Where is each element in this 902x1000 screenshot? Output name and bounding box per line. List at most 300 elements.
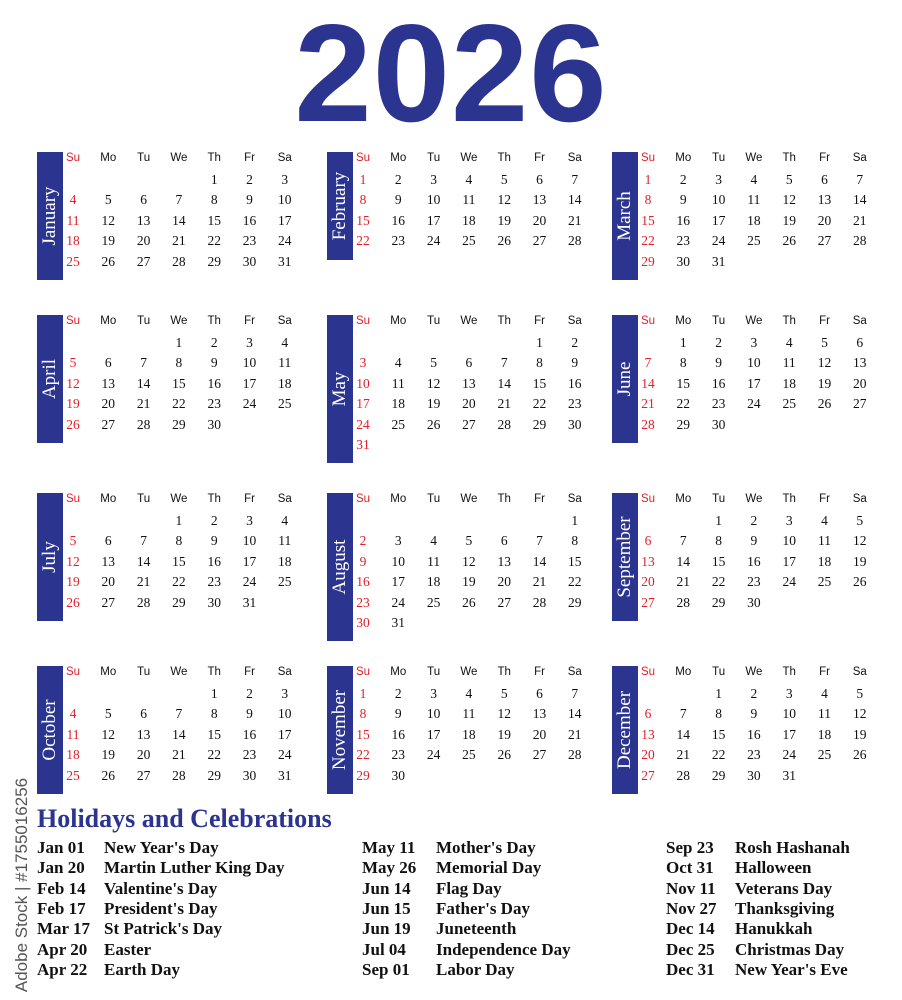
day-cell: 28	[568, 233, 582, 249]
day-cell: 1	[210, 686, 218, 701]
day-cell: 31	[391, 615, 406, 630]
day-cell: 25	[66, 767, 80, 783]
holiday-name: Memorial Day	[436, 858, 542, 878]
day-cell: 19	[853, 553, 867, 569]
year-title: 2026	[294, 0, 608, 151]
day-cell: 26	[782, 233, 796, 249]
holiday-date: Dec 31	[666, 959, 715, 979]
day-cell: 17	[356, 396, 370, 412]
weekday-header: Mo	[390, 666, 407, 678]
day-cell: 23	[711, 396, 726, 412]
holiday-date: Nov 11	[666, 878, 716, 898]
day-cell: 8	[210, 706, 218, 722]
weekday-header: Tu	[712, 152, 726, 164]
day-cell: 6	[140, 706, 147, 722]
day-cell: 15	[711, 553, 726, 569]
day-cell: 17	[391, 574, 406, 590]
weekday-header: Mo	[675, 152, 692, 164]
day-cell: 15	[356, 726, 370, 742]
day-cell: 9	[750, 706, 758, 722]
weekday-header: Sa	[567, 152, 582, 164]
day-cell: 9	[210, 355, 218, 371]
day-cell: 4	[821, 513, 828, 528]
month-name: April	[39, 358, 60, 400]
day-cell: 19	[853, 726, 867, 742]
weekday-header: Sa	[567, 666, 582, 678]
weekday-header: Mo	[390, 493, 407, 505]
weekday-header: Tu	[137, 152, 151, 164]
holiday-date: Jan 01	[37, 838, 85, 857]
day-cell: 10	[242, 355, 257, 371]
day-cell: 16	[711, 375, 726, 391]
day-cell: 21	[532, 574, 547, 590]
day-cell: 16	[242, 726, 257, 742]
day-cell: 24	[426, 233, 441, 249]
day-cell: 24	[782, 747, 796, 763]
day-cell: 15	[207, 726, 221, 742]
day-cell: 30	[747, 594, 761, 610]
day-cell: 29	[711, 767, 726, 783]
day-cell: 27	[462, 416, 476, 432]
day-cell: 22	[711, 574, 726, 590]
weekday-header: Th	[207, 666, 221, 678]
day-cell: 27	[532, 233, 547, 249]
day-cell: 28	[676, 767, 691, 783]
holiday-date: Feb 14	[37, 878, 86, 898]
weekday-header: Sa	[277, 152, 292, 164]
day-cell: 5	[465, 533, 473, 549]
day-cell: 3	[359, 355, 367, 371]
day-cell: 12	[66, 553, 80, 569]
day-cell: 5	[500, 172, 508, 187]
holiday-name: Mother's Day	[436, 838, 536, 857]
day-cell: 17	[242, 375, 257, 391]
day-cell: 16	[568, 375, 582, 391]
weekday-header: Tu	[712, 493, 726, 505]
holiday-name: Thanksgiving	[735, 898, 835, 918]
day-cell: 6	[140, 192, 147, 208]
day-cell: 17	[426, 726, 441, 742]
day-cell: 9	[394, 192, 402, 208]
day-cell: 13	[136, 726, 151, 742]
day-cell: 2	[394, 172, 402, 187]
day-cell: 27	[497, 594, 511, 610]
weekday-header: Fr	[534, 666, 545, 678]
day-cell: 13	[817, 192, 832, 208]
day-cell: 28	[568, 747, 582, 763]
day-cell: 7	[856, 172, 864, 187]
day-cell: 1	[644, 172, 652, 187]
day-cell: 5	[104, 706, 112, 722]
day-cell: 30	[242, 767, 257, 783]
day-cell: 19	[66, 574, 80, 590]
day-cell: 14	[172, 726, 186, 742]
day-cell: 15	[172, 553, 186, 569]
day-cell: 7	[679, 706, 687, 722]
day-cell: 7	[140, 355, 147, 371]
day-cell: 1	[210, 172, 218, 187]
day-cell: 10	[278, 192, 292, 208]
day-cell: 26	[853, 747, 867, 763]
month-name: June	[614, 361, 635, 397]
day-cell: 2	[359, 533, 367, 549]
day-cell: 8	[715, 533, 722, 549]
day-cell: 13	[101, 375, 116, 391]
day-cell: 17	[242, 553, 257, 569]
day-cell: 16	[207, 375, 221, 391]
day-cell: 29	[207, 767, 221, 783]
weekday-header: Su	[355, 666, 371, 678]
day-cell: 18	[782, 375, 796, 391]
holiday-date: Jun 14	[362, 878, 411, 898]
day-cell: 4	[430, 533, 437, 549]
day-cell: 9	[359, 553, 367, 569]
day-cell: 7	[536, 533, 543, 549]
day-cell: 13	[101, 553, 116, 569]
weekday-header: Mo	[675, 315, 692, 327]
day-cell: 24	[747, 396, 761, 412]
day-cell: 28	[676, 594, 691, 610]
weekday-header: Th	[497, 152, 511, 164]
day-cell: 1	[175, 513, 183, 528]
weekday-header: We	[170, 666, 188, 678]
weekday-header: Tu	[427, 493, 441, 505]
weekday-header: Mo	[100, 666, 117, 678]
month-august	[327, 491, 617, 651]
month-december	[612, 664, 902, 824]
weekday-header: We	[745, 315, 763, 327]
day-cell: 19	[66, 396, 80, 412]
weekday-header: We	[745, 666, 763, 678]
day-cell: 24	[356, 416, 370, 432]
day-cell: 20	[101, 396, 116, 412]
day-cell: 6	[500, 533, 508, 549]
day-cell: 10	[782, 706, 796, 722]
weekday-header: Su	[355, 315, 371, 327]
month-january	[37, 150, 327, 310]
day-cell: 3	[281, 686, 289, 701]
month-name: November	[329, 689, 350, 771]
day-cell: 26	[66, 594, 80, 610]
weekday-header: Fr	[244, 493, 255, 505]
day-cell: 12	[426, 375, 441, 391]
day-cell: 5	[856, 686, 864, 701]
day-cell: 16	[391, 726, 406, 742]
day-cell: 28	[172, 767, 186, 783]
day-cell: 11	[462, 706, 476, 722]
day-cell: 14	[676, 726, 691, 742]
day-cell: 7	[500, 355, 508, 371]
day-cell: 11	[818, 706, 831, 722]
day-cell: 19	[462, 574, 476, 590]
day-cell: 24	[242, 396, 257, 412]
holiday-date: Apr 22	[37, 959, 88, 979]
day-cell: 5	[69, 355, 77, 371]
holiday-date: Dec 25	[666, 939, 715, 959]
day-cell: 12	[497, 706, 511, 722]
weekday-header: Tu	[137, 315, 151, 327]
day-cell: 17	[278, 212, 292, 228]
weekday-header: Sa	[277, 493, 292, 505]
weekday-header: Fr	[534, 152, 545, 164]
day-cell: 28	[497, 416, 511, 432]
day-cell: 21	[497, 396, 511, 412]
day-cell: 10	[782, 533, 796, 549]
day-cell: 18	[817, 553, 832, 569]
day-cell: 1	[359, 686, 367, 701]
day-cell: 12	[782, 192, 796, 208]
day-cell: 7	[644, 355, 652, 371]
day-cell: 20	[101, 574, 116, 590]
day-cell: 29	[207, 253, 221, 269]
holiday-name: Martin Luther King Day	[104, 858, 285, 878]
day-cell: 30	[747, 767, 761, 783]
day-cell: 12	[817, 355, 832, 371]
weekday-header: Fr	[534, 493, 545, 505]
day-cell: 8	[715, 706, 722, 722]
day-cell: 11	[747, 192, 761, 208]
day-cell: 18	[747, 212, 761, 228]
day-cell: 30	[242, 253, 257, 269]
day-cell: 2	[394, 686, 402, 701]
weekday-header: Sa	[277, 666, 292, 678]
day-cell: 17	[278, 726, 292, 742]
weekday-header: Mo	[675, 493, 692, 505]
day-cell: 3	[715, 172, 722, 187]
day-cell: 19	[497, 726, 511, 742]
day-cell: 23	[568, 396, 582, 412]
holiday-name: Veterans Day	[735, 878, 833, 898]
day-cell: 1	[175, 335, 183, 350]
day-cell: 4	[465, 686, 473, 701]
day-cell: 17	[711, 212, 726, 228]
holiday-name: St Patrick's Day	[104, 919, 223, 939]
month-name: March	[614, 191, 635, 241]
day-cell: 10	[747, 355, 761, 371]
day-cell: 3	[750, 335, 758, 350]
day-cell: 6	[104, 533, 112, 549]
holiday-name: Easter	[104, 939, 152, 959]
day-cell: 12	[853, 706, 867, 722]
day-cell: 9	[246, 192, 253, 208]
day-cell: 6	[856, 335, 864, 350]
day-cell: 12	[497, 192, 511, 208]
day-cell: 24	[426, 747, 441, 763]
holiday-name: Juneteenth	[436, 919, 517, 939]
day-cell: 22	[568, 574, 582, 590]
day-cell: 12	[101, 726, 116, 742]
holiday-name: Father's Day	[436, 898, 530, 918]
weekday-header: Sa	[567, 493, 582, 505]
day-cell: 27	[101, 594, 116, 610]
weekday-header: Tu	[427, 315, 441, 327]
holiday-date: Apr 20	[37, 939, 88, 959]
day-cell: 11	[66, 212, 80, 228]
day-cell: 25	[426, 594, 441, 610]
holiday-name: Independence Day	[436, 939, 571, 959]
weekday-header: Su	[640, 152, 656, 164]
day-cell: 29	[641, 253, 655, 269]
day-cell: 3	[785, 686, 793, 701]
weekday-header: We	[460, 315, 478, 327]
weekday-header: Su	[640, 666, 656, 678]
day-cell: 22	[207, 233, 221, 249]
day-cell: 15	[207, 212, 221, 228]
weekday-header: Th	[782, 315, 796, 327]
weekday-header: We	[745, 152, 763, 164]
day-cell: 30	[676, 253, 691, 269]
day-cell: 27	[853, 396, 867, 412]
day-cell: 2	[210, 513, 218, 528]
day-cell: 12	[853, 533, 867, 549]
day-cell: 11	[462, 192, 476, 208]
day-cell: 28	[532, 594, 547, 610]
holidays-heading: Holidays and Celebrations	[37, 804, 332, 833]
day-cell: 1	[715, 686, 722, 701]
day-cell: 19	[101, 233, 116, 249]
holiday-name: Halloween	[735, 858, 812, 878]
holiday-name: President's Day	[104, 898, 218, 918]
day-cell: 24	[242, 574, 257, 590]
day-cell: 8	[644, 192, 652, 208]
day-cell: 4	[281, 513, 289, 528]
day-cell: 6	[536, 686, 543, 701]
day-cell: 20	[136, 233, 151, 249]
holiday-date: Sep 01	[362, 959, 410, 979]
day-cell: 27	[136, 253, 151, 269]
day-cell: 22	[641, 233, 655, 249]
weekday-header: Fr	[819, 152, 830, 164]
day-cell: 26	[497, 233, 511, 249]
weekday-header: Mo	[390, 152, 407, 164]
day-cell: 23	[242, 747, 257, 763]
day-cell: 14	[853, 192, 867, 208]
day-cell: 18	[278, 375, 292, 391]
day-cell: 22	[676, 396, 691, 412]
day-cell: 15	[356, 212, 370, 228]
weekday-header: Tu	[137, 493, 151, 505]
day-cell: 13	[136, 212, 151, 228]
day-cell: 25	[66, 253, 80, 269]
day-cell: 18	[66, 233, 80, 249]
day-cell: 25	[462, 233, 476, 249]
day-cell: 12	[462, 553, 476, 569]
day-cell: 10	[356, 375, 370, 391]
day-cell: 21	[853, 212, 867, 228]
day-cell: 31	[711, 253, 726, 269]
day-cell: 20	[817, 212, 832, 228]
day-cell: 18	[66, 747, 80, 763]
day-cell: 5	[500, 686, 508, 701]
holiday-name: Rosh Hashanah	[735, 838, 850, 857]
day-cell: 6	[644, 706, 652, 722]
day-cell: 21	[676, 574, 691, 590]
day-cell: 9	[571, 355, 579, 371]
month-september	[612, 491, 902, 651]
day-cell: 26	[497, 747, 511, 763]
holiday-name: Earth Day	[104, 959, 181, 979]
day-cell: 23	[207, 574, 221, 590]
weekday-header: Th	[207, 315, 221, 327]
day-cell: 15	[172, 375, 186, 391]
day-cell: 21	[136, 396, 151, 412]
day-cell: 31	[278, 253, 292, 269]
day-cell: 22	[356, 233, 370, 249]
day-cell: 27	[101, 416, 116, 432]
weekday-header: Th	[782, 666, 796, 678]
weekday-header: Su	[640, 315, 656, 327]
day-cell: 21	[136, 574, 151, 590]
day-cell: 8	[571, 533, 579, 549]
day-cell: 28	[641, 416, 655, 432]
day-cell: 14	[641, 375, 655, 391]
weekday-header: We	[745, 493, 763, 505]
weekday-header: Sa	[852, 152, 867, 164]
day-cell: 8	[210, 192, 218, 208]
weekday-header: Tu	[712, 315, 726, 327]
weekday-header: Th	[782, 152, 796, 164]
day-cell: 11	[427, 553, 441, 569]
day-cell: 7	[571, 686, 579, 701]
day-cell: 11	[278, 533, 292, 549]
day-cell: 24	[711, 233, 726, 249]
weekday-header: Fr	[244, 315, 255, 327]
month-name: December	[614, 690, 635, 770]
month-october	[37, 664, 327, 824]
day-cell: 2	[571, 335, 579, 350]
day-cell: 22	[356, 747, 370, 763]
watermark: Adobe Stock | #1755016256	[12, 777, 31, 993]
month-name: July	[39, 541, 60, 573]
day-cell: 16	[356, 574, 370, 590]
day-cell: 4	[394, 355, 402, 371]
day-cell: 5	[69, 533, 77, 549]
day-cell: 20	[853, 375, 867, 391]
day-cell: 15	[676, 375, 691, 391]
day-cell: 8	[536, 355, 543, 371]
month-november	[327, 664, 617, 824]
day-cell: 4	[69, 192, 77, 208]
holiday-name: Christmas Day	[735, 939, 845, 959]
day-cell: 30	[391, 767, 406, 783]
day-cell: 13	[641, 553, 655, 569]
month-june	[612, 313, 902, 473]
weekday-header: Mo	[675, 666, 692, 678]
day-cell: 11	[66, 726, 80, 742]
month-name: February	[329, 171, 350, 241]
day-cell: 21	[568, 212, 582, 228]
day-cell: 21	[641, 396, 655, 412]
weekday-header: Su	[65, 666, 81, 678]
day-cell: 29	[532, 416, 547, 432]
day-cell: 7	[175, 192, 183, 208]
day-cell: 18	[278, 553, 292, 569]
weekday-header: Su	[65, 315, 81, 327]
weekday-header: Th	[497, 493, 511, 505]
day-cell: 6	[104, 355, 112, 371]
holiday-date: Jun 19	[362, 919, 411, 939]
day-cell: 23	[676, 233, 691, 249]
day-cell: 26	[817, 396, 832, 412]
day-cell: 10	[426, 192, 441, 208]
weekday-header: Th	[207, 493, 221, 505]
day-cell: 22	[532, 396, 547, 412]
day-cell: 10	[278, 706, 292, 722]
day-cell: 2	[246, 686, 253, 701]
day-cell: 22	[172, 396, 186, 412]
holiday-date: Nov 27	[666, 898, 717, 918]
month-march	[612, 150, 902, 310]
